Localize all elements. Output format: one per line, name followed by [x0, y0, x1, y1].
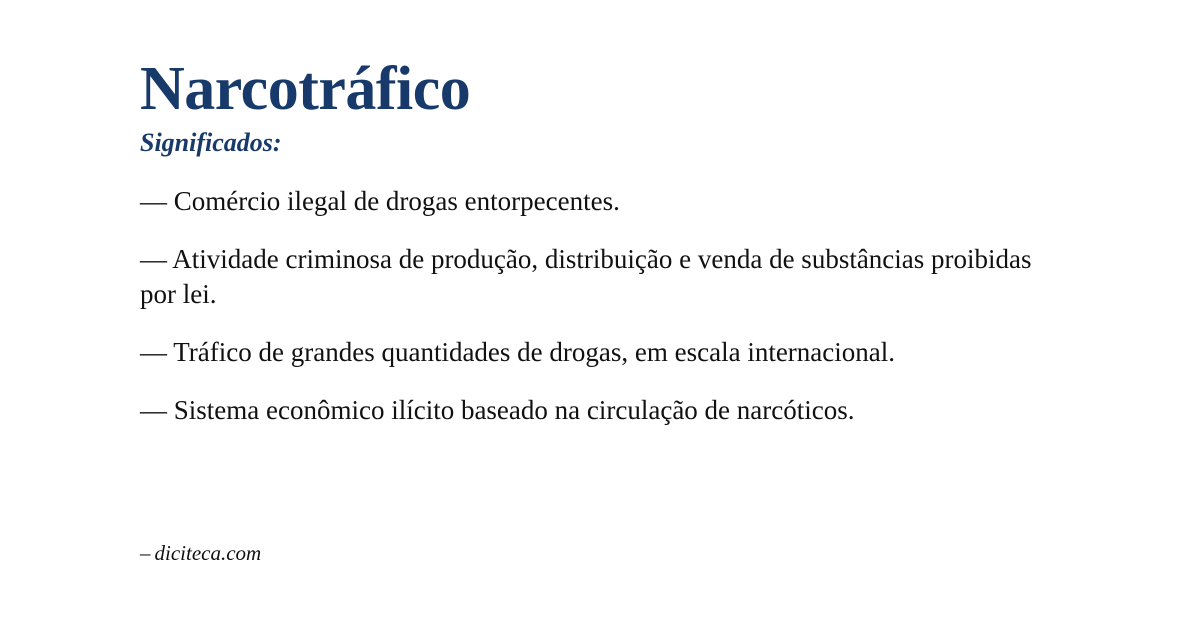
source-dash: – [140, 541, 151, 565]
list-item [140, 184, 1060, 220]
bullet-dash: — [140, 186, 167, 217]
page-title: Narcotráfico [140, 55, 471, 123]
source-attribution [140, 541, 261, 566]
source-name: diciteca.com [154, 541, 262, 565]
definition-text: Tráfico de grandes quantidades de drogas, em escala internacional. [173, 337, 896, 368]
definition-text: Atividade criminosa de produção, distribuição e venda de substâncias proibidas por lei. [140, 243, 1032, 310]
definition-text: Sistema econômico ilícito baseado na circulação de narcóticos. [173, 394, 855, 425]
section-subtitle: Significados: [140, 127, 282, 157]
list-item [140, 335, 1060, 371]
bullet-dash: — [140, 243, 167, 274]
definition-list [140, 184, 1060, 428]
bullet-dash: — [140, 337, 167, 368]
bullet-dash: — [140, 394, 167, 425]
list-item [140, 242, 1060, 313]
list-item [140, 393, 1060, 429]
definition-text: Comércio ilegal de drogas entorpecentes. [173, 186, 620, 217]
